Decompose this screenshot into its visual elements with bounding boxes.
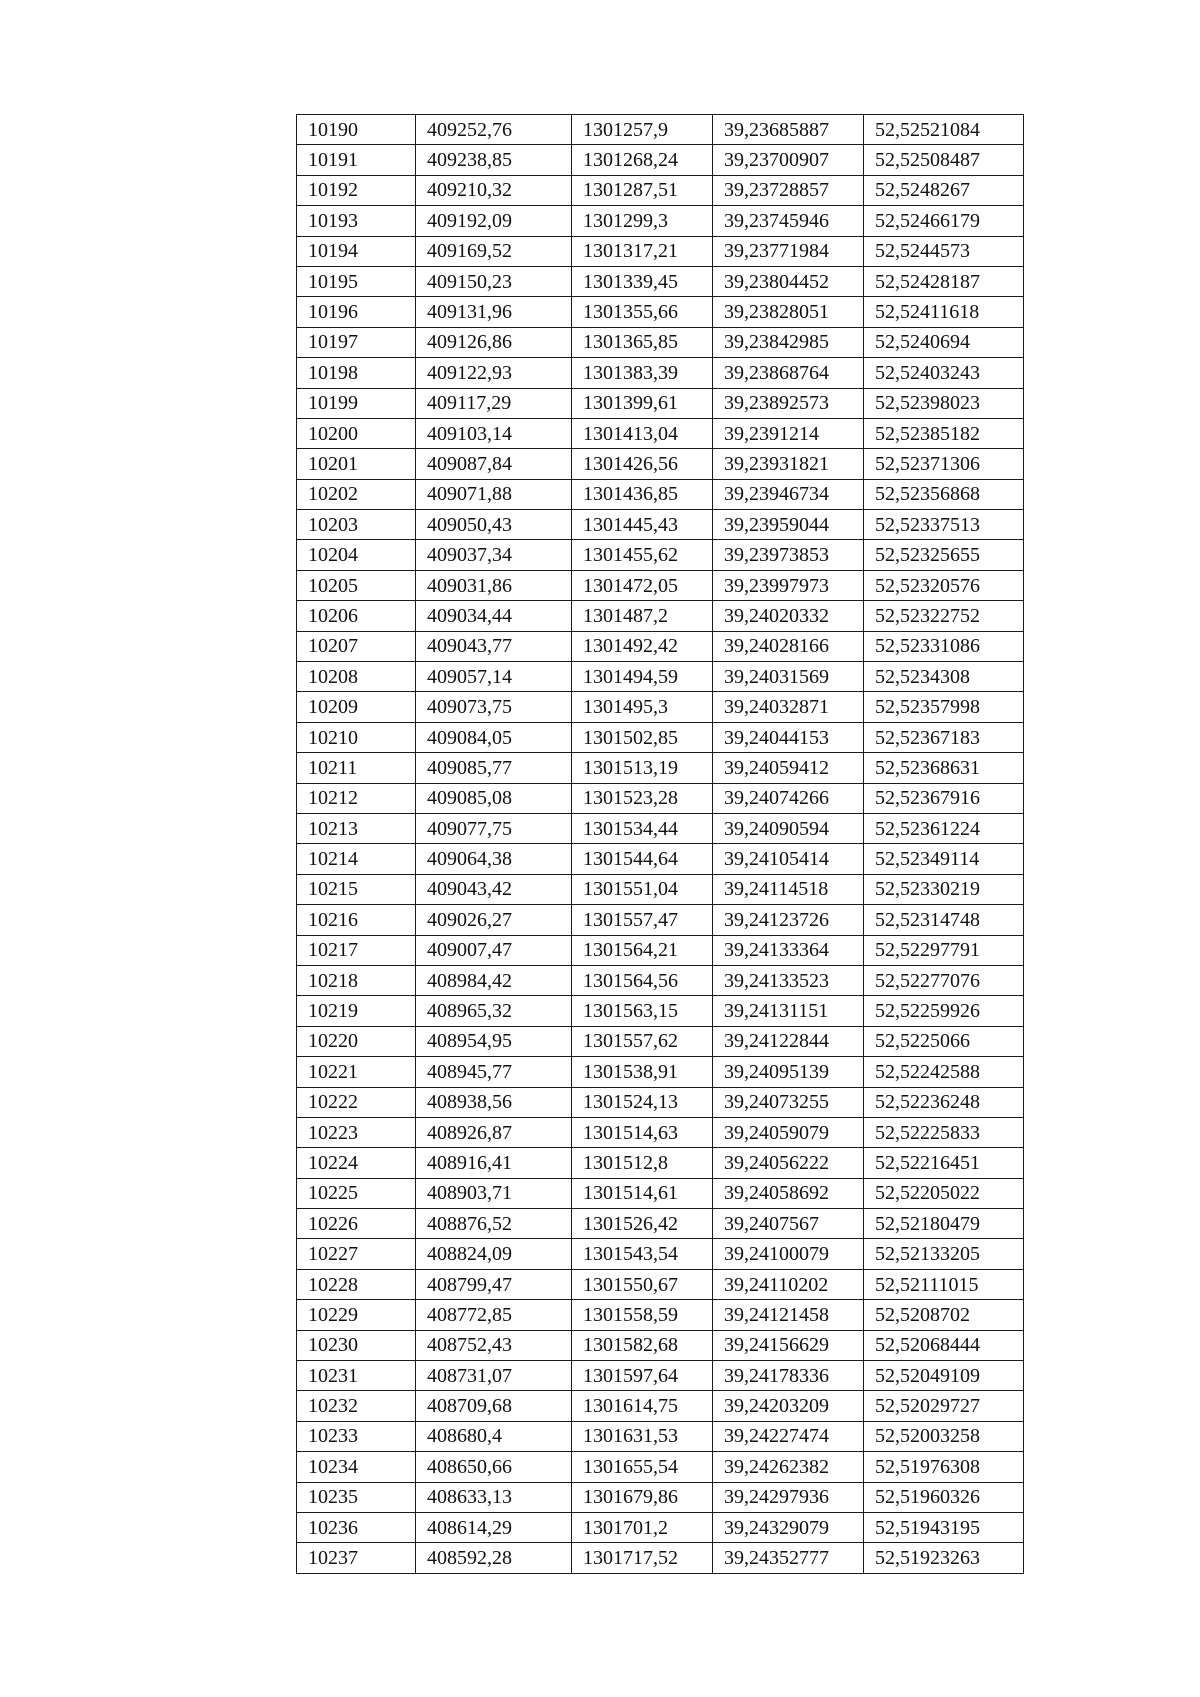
x-coordinate-cell: 408731,07 <box>416 1361 572 1391</box>
y-coordinate-cell: 1301563,15 <box>572 996 713 1026</box>
x-coordinate-cell: 408903,71 <box>416 1178 572 1208</box>
longitude-cell: 39,2391214 <box>713 418 864 448</box>
longitude-cell: 39,24133364 <box>713 935 864 965</box>
table-row <box>297 1512 1024 1542</box>
x-coordinate-cell: 409192,09 <box>416 206 572 236</box>
y-coordinate-cell: 1301436,85 <box>572 479 713 509</box>
point-number-cell: 10208 <box>297 662 416 692</box>
latitude-cell: 52,52049109 <box>864 1361 1024 1391</box>
y-coordinate-cell: 1301355,66 <box>572 297 713 327</box>
longitude-cell: 39,24020332 <box>713 601 864 631</box>
x-coordinate-cell: 409073,75 <box>416 692 572 722</box>
latitude-cell: 52,5234308 <box>864 662 1024 692</box>
table-row <box>297 1209 1024 1239</box>
longitude-cell: 39,24059079 <box>713 1117 864 1147</box>
x-coordinate-cell: 409117,29 <box>416 388 572 418</box>
latitude-cell: 52,52330219 <box>864 874 1024 904</box>
table-row <box>297 753 1024 783</box>
longitude-cell: 39,23728857 <box>713 175 864 205</box>
latitude-cell: 52,52003258 <box>864 1421 1024 1451</box>
longitude-cell: 39,24100079 <box>713 1239 864 1269</box>
latitude-cell: 52,52371306 <box>864 449 1024 479</box>
point-number-cell: 10197 <box>297 327 416 357</box>
table-row <box>297 1269 1024 1299</box>
y-coordinate-cell: 1301339,45 <box>572 266 713 296</box>
x-coordinate-cell: 408650,66 <box>416 1452 572 1482</box>
longitude-cell: 39,24073255 <box>713 1087 864 1117</box>
point-number-cell: 10195 <box>297 266 416 296</box>
latitude-cell: 52,5248267 <box>864 175 1024 205</box>
latitude-cell: 52,52398023 <box>864 388 1024 418</box>
point-number-cell: 10229 <box>297 1300 416 1330</box>
longitude-cell: 39,24227474 <box>713 1421 864 1451</box>
latitude-cell: 52,52367183 <box>864 722 1024 752</box>
longitude-cell: 39,24105414 <box>713 844 864 874</box>
table-row <box>297 1087 1024 1117</box>
longitude-cell: 39,23946734 <box>713 479 864 509</box>
latitude-cell: 52,51976308 <box>864 1452 1024 1482</box>
x-coordinate-cell: 409103,14 <box>416 418 572 448</box>
longitude-cell: 39,24121458 <box>713 1300 864 1330</box>
point-number-cell: 10191 <box>297 145 416 175</box>
table-row <box>297 1117 1024 1147</box>
table-row <box>297 844 1024 874</box>
longitude-cell: 39,23842985 <box>713 327 864 357</box>
longitude-cell: 39,23931821 <box>713 449 864 479</box>
y-coordinate-cell: 1301582,68 <box>572 1330 713 1360</box>
longitude-cell: 39,23771984 <box>713 236 864 266</box>
latitude-cell: 52,52368631 <box>864 753 1024 783</box>
point-number-cell: 10212 <box>297 783 416 813</box>
x-coordinate-cell: 408799,47 <box>416 1269 572 1299</box>
x-coordinate-cell: 409071,88 <box>416 479 572 509</box>
latitude-cell: 52,52322752 <box>864 601 1024 631</box>
y-coordinate-cell: 1301426,56 <box>572 449 713 479</box>
longitude-cell: 39,24044153 <box>713 722 864 752</box>
point-number-cell: 10203 <box>297 510 416 540</box>
longitude-cell: 39,23828051 <box>713 297 864 327</box>
longitude-cell: 39,24095139 <box>713 1057 864 1087</box>
latitude-cell: 52,52337513 <box>864 510 1024 540</box>
table-row <box>297 1057 1024 1087</box>
y-coordinate-cell: 1301544,64 <box>572 844 713 874</box>
x-coordinate-cell: 408824,09 <box>416 1239 572 1269</box>
point-number-cell: 10209 <box>297 692 416 722</box>
point-number-cell: 10207 <box>297 631 416 661</box>
table-row <box>297 1482 1024 1512</box>
y-coordinate-cell: 1301268,24 <box>572 145 713 175</box>
latitude-cell: 52,51943195 <box>864 1512 1024 1542</box>
table-row <box>297 145 1024 175</box>
latitude-cell: 52,52242588 <box>864 1057 1024 1087</box>
point-number-cell: 10200 <box>297 418 416 448</box>
longitude-cell: 39,24156629 <box>713 1330 864 1360</box>
x-coordinate-cell: 409064,38 <box>416 844 572 874</box>
x-coordinate-cell: 409169,52 <box>416 236 572 266</box>
x-coordinate-cell: 409150,23 <box>416 266 572 296</box>
y-coordinate-cell: 1301495,3 <box>572 692 713 722</box>
point-number-cell: 10223 <box>297 1117 416 1147</box>
table-row <box>297 115 1024 145</box>
x-coordinate-cell: 408772,85 <box>416 1300 572 1330</box>
longitude-cell: 39,23868764 <box>713 358 864 388</box>
table-row <box>297 418 1024 448</box>
longitude-cell: 39,24028166 <box>713 631 864 661</box>
point-number-cell: 10222 <box>297 1087 416 1117</box>
point-number-cell: 10234 <box>297 1452 416 1482</box>
longitude-cell: 39,24056222 <box>713 1148 864 1178</box>
longitude-cell: 39,24032871 <box>713 692 864 722</box>
table-row <box>297 1391 1024 1421</box>
longitude-cell: 39,24090594 <box>713 813 864 843</box>
longitude-cell: 39,24114518 <box>713 874 864 904</box>
x-coordinate-cell: 408680,4 <box>416 1421 572 1451</box>
longitude-cell: 39,24203209 <box>713 1391 864 1421</box>
longitude-cell: 39,24133523 <box>713 965 864 995</box>
y-coordinate-cell: 1301487,2 <box>572 601 713 631</box>
point-number-cell: 10194 <box>297 236 416 266</box>
point-number-cell: 10220 <box>297 1026 416 1056</box>
point-number-cell: 10231 <box>297 1361 416 1391</box>
x-coordinate-cell: 409077,75 <box>416 813 572 843</box>
latitude-cell: 52,52367916 <box>864 783 1024 813</box>
table-row <box>297 692 1024 722</box>
point-number-cell: 10219 <box>297 996 416 1026</box>
x-coordinate-cell: 408752,43 <box>416 1330 572 1360</box>
longitude-cell: 39,24123726 <box>713 905 864 935</box>
x-coordinate-cell: 409031,86 <box>416 570 572 600</box>
x-coordinate-cell: 408916,41 <box>416 1148 572 1178</box>
y-coordinate-cell: 1301523,28 <box>572 783 713 813</box>
latitude-cell: 52,52216451 <box>864 1148 1024 1178</box>
latitude-cell: 52,52320576 <box>864 570 1024 600</box>
table-row <box>297 175 1024 205</box>
point-number-cell: 10206 <box>297 601 416 631</box>
latitude-cell: 52,52133205 <box>864 1239 1024 1269</box>
latitude-cell: 52,52349114 <box>864 844 1024 874</box>
x-coordinate-cell: 409037,34 <box>416 540 572 570</box>
y-coordinate-cell: 1301399,61 <box>572 388 713 418</box>
table-row <box>297 266 1024 296</box>
x-coordinate-cell: 409034,44 <box>416 601 572 631</box>
point-number-cell: 10217 <box>297 935 416 965</box>
y-coordinate-cell: 1301543,54 <box>572 1239 713 1269</box>
point-number-cell: 10228 <box>297 1269 416 1299</box>
y-coordinate-cell: 1301502,85 <box>572 722 713 752</box>
point-number-cell: 10216 <box>297 905 416 935</box>
table-row <box>297 631 1024 661</box>
latitude-cell: 52,5240694 <box>864 327 1024 357</box>
y-coordinate-cell: 1301526,42 <box>572 1209 713 1239</box>
longitude-cell: 39,23892573 <box>713 388 864 418</box>
x-coordinate-cell: 408926,87 <box>416 1117 572 1147</box>
latitude-cell: 52,52357998 <box>864 692 1024 722</box>
x-coordinate-cell: 409007,47 <box>416 935 572 965</box>
latitude-cell: 52,52297791 <box>864 935 1024 965</box>
x-coordinate-cell: 409087,84 <box>416 449 572 479</box>
point-number-cell: 10227 <box>297 1239 416 1269</box>
longitude-cell: 39,23685887 <box>713 115 864 145</box>
latitude-cell: 52,52403243 <box>864 358 1024 388</box>
y-coordinate-cell: 1301631,53 <box>572 1421 713 1451</box>
longitude-cell: 39,24352777 <box>713 1543 864 1573</box>
table-row <box>297 479 1024 509</box>
y-coordinate-cell: 1301538,91 <box>572 1057 713 1087</box>
longitude-cell: 39,2407567 <box>713 1209 864 1239</box>
table-row <box>297 965 1024 995</box>
point-number-cell: 10218 <box>297 965 416 995</box>
coordinates-table <box>296 114 1024 1574</box>
latitude-cell: 52,52314748 <box>864 905 1024 935</box>
x-coordinate-cell: 409043,42 <box>416 874 572 904</box>
longitude-cell: 39,23804452 <box>713 266 864 296</box>
point-number-cell: 10232 <box>297 1391 416 1421</box>
x-coordinate-cell: 409026,27 <box>416 905 572 935</box>
y-coordinate-cell: 1301317,21 <box>572 236 713 266</box>
latitude-cell: 52,5208702 <box>864 1300 1024 1330</box>
y-coordinate-cell: 1301701,2 <box>572 1512 713 1542</box>
y-coordinate-cell: 1301455,62 <box>572 540 713 570</box>
latitude-cell: 52,52205022 <box>864 1178 1024 1208</box>
x-coordinate-cell: 408984,42 <box>416 965 572 995</box>
point-number-cell: 10236 <box>297 1512 416 1542</box>
x-coordinate-cell: 408965,32 <box>416 996 572 1026</box>
table-row <box>297 1239 1024 1269</box>
table-row <box>297 570 1024 600</box>
x-coordinate-cell: 409210,32 <box>416 175 572 205</box>
y-coordinate-cell: 1301551,04 <box>572 874 713 904</box>
longitude-cell: 39,23700907 <box>713 145 864 175</box>
longitude-cell: 39,24262382 <box>713 1452 864 1482</box>
longitude-cell: 39,24178336 <box>713 1361 864 1391</box>
table-row <box>297 662 1024 692</box>
table-row <box>297 236 1024 266</box>
y-coordinate-cell: 1301494,59 <box>572 662 713 692</box>
table-row <box>297 1421 1024 1451</box>
y-coordinate-cell: 1301717,52 <box>572 1543 713 1573</box>
point-number-cell: 10224 <box>297 1148 416 1178</box>
latitude-cell: 52,52325655 <box>864 540 1024 570</box>
y-coordinate-cell: 1301365,85 <box>572 327 713 357</box>
table-row <box>297 601 1024 631</box>
table-row <box>297 783 1024 813</box>
longitude-cell: 39,23973853 <box>713 540 864 570</box>
latitude-cell: 52,52225833 <box>864 1117 1024 1147</box>
table-row <box>297 1543 1024 1573</box>
x-coordinate-cell: 409084,05 <box>416 722 572 752</box>
table-row <box>297 327 1024 357</box>
y-coordinate-cell: 1301550,67 <box>572 1269 713 1299</box>
y-coordinate-cell: 1301257,9 <box>572 115 713 145</box>
table-row <box>297 722 1024 752</box>
longitude-cell: 39,24058692 <box>713 1178 864 1208</box>
x-coordinate-cell: 408945,77 <box>416 1057 572 1087</box>
point-number-cell: 10237 <box>297 1543 416 1573</box>
y-coordinate-cell: 1301512,8 <box>572 1148 713 1178</box>
point-number-cell: 10204 <box>297 540 416 570</box>
y-coordinate-cell: 1301558,59 <box>572 1300 713 1330</box>
table-row <box>297 540 1024 570</box>
point-number-cell: 10201 <box>297 449 416 479</box>
table-row <box>297 1452 1024 1482</box>
y-coordinate-cell: 1301513,19 <box>572 753 713 783</box>
x-coordinate-cell: 408709,68 <box>416 1391 572 1421</box>
x-coordinate-cell: 408954,95 <box>416 1026 572 1056</box>
latitude-cell: 52,52259926 <box>864 996 1024 1026</box>
longitude-cell: 39,24059412 <box>713 753 864 783</box>
longitude-cell: 39,24031569 <box>713 662 864 692</box>
longitude-cell: 39,23959044 <box>713 510 864 540</box>
y-coordinate-cell: 1301413,04 <box>572 418 713 448</box>
x-coordinate-cell: 408938,56 <box>416 1087 572 1117</box>
longitude-cell: 39,24329079 <box>713 1512 864 1542</box>
latitude-cell: 52,52029727 <box>864 1391 1024 1421</box>
x-coordinate-cell: 409057,14 <box>416 662 572 692</box>
y-coordinate-cell: 1301534,44 <box>572 813 713 843</box>
latitude-cell: 52,51960326 <box>864 1482 1024 1512</box>
x-coordinate-cell: 409122,93 <box>416 358 572 388</box>
point-number-cell: 10196 <box>297 297 416 327</box>
longitude-cell: 39,23745946 <box>713 206 864 236</box>
table-row <box>297 874 1024 904</box>
y-coordinate-cell: 1301564,56 <box>572 965 713 995</box>
point-number-cell: 10205 <box>297 570 416 600</box>
point-number-cell: 10221 <box>297 1057 416 1087</box>
latitude-cell: 52,51923263 <box>864 1543 1024 1573</box>
y-coordinate-cell: 1301679,86 <box>572 1482 713 1512</box>
point-number-cell: 10214 <box>297 844 416 874</box>
y-coordinate-cell: 1301614,75 <box>572 1391 713 1421</box>
table-row <box>297 510 1024 540</box>
table-row <box>297 935 1024 965</box>
y-coordinate-cell: 1301383,39 <box>572 358 713 388</box>
latitude-cell: 52,52331086 <box>864 631 1024 661</box>
point-number-cell: 10211 <box>297 753 416 783</box>
x-coordinate-cell: 408633,13 <box>416 1482 572 1512</box>
point-number-cell: 10210 <box>297 722 416 752</box>
point-number-cell: 10235 <box>297 1482 416 1512</box>
latitude-cell: 52,52428187 <box>864 266 1024 296</box>
longitude-cell: 39,24297936 <box>713 1482 864 1512</box>
latitude-cell: 52,52180479 <box>864 1209 1024 1239</box>
x-coordinate-cell: 408876,52 <box>416 1209 572 1239</box>
latitude-cell: 52,52356868 <box>864 479 1024 509</box>
x-coordinate-cell: 408592,28 <box>416 1543 572 1573</box>
latitude-cell: 52,52361224 <box>864 813 1024 843</box>
latitude-cell: 52,5225066 <box>864 1026 1024 1056</box>
point-number-cell: 10202 <box>297 479 416 509</box>
latitude-cell: 52,52508487 <box>864 145 1024 175</box>
x-coordinate-cell: 409085,77 <box>416 753 572 783</box>
latitude-cell: 52,52521084 <box>864 115 1024 145</box>
point-number-cell: 10199 <box>297 388 416 418</box>
latitude-cell: 52,52411618 <box>864 297 1024 327</box>
point-number-cell: 10215 <box>297 874 416 904</box>
x-coordinate-cell: 409085,08 <box>416 783 572 813</box>
x-coordinate-cell: 408614,29 <box>416 1512 572 1542</box>
table-row <box>297 1361 1024 1391</box>
table-row <box>297 905 1024 935</box>
x-coordinate-cell: 409043,77 <box>416 631 572 661</box>
point-number-cell: 10226 <box>297 1209 416 1239</box>
table-row <box>297 358 1024 388</box>
y-coordinate-cell: 1301299,3 <box>572 206 713 236</box>
latitude-cell: 52,5244573 <box>864 236 1024 266</box>
y-coordinate-cell: 1301597,64 <box>572 1361 713 1391</box>
y-coordinate-cell: 1301524,13 <box>572 1087 713 1117</box>
latitude-cell: 52,52236248 <box>864 1087 1024 1117</box>
y-coordinate-cell: 1301514,63 <box>572 1117 713 1147</box>
latitude-cell: 52,52385182 <box>864 418 1024 448</box>
y-coordinate-cell: 1301564,21 <box>572 935 713 965</box>
table-row <box>297 1026 1024 1056</box>
table-row <box>297 813 1024 843</box>
latitude-cell: 52,52466179 <box>864 206 1024 236</box>
y-coordinate-cell: 1301472,05 <box>572 570 713 600</box>
table-row <box>297 1300 1024 1330</box>
point-number-cell: 10225 <box>297 1178 416 1208</box>
x-coordinate-cell: 409252,76 <box>416 115 572 145</box>
table-row <box>297 996 1024 1026</box>
point-number-cell: 10230 <box>297 1330 416 1360</box>
x-coordinate-cell: 409238,85 <box>416 145 572 175</box>
longitude-cell: 39,23997973 <box>713 570 864 600</box>
x-coordinate-cell: 409050,43 <box>416 510 572 540</box>
longitude-cell: 39,24110202 <box>713 1269 864 1299</box>
table-row <box>297 297 1024 327</box>
y-coordinate-cell: 1301557,62 <box>572 1026 713 1056</box>
table-row <box>297 1330 1024 1360</box>
x-coordinate-cell: 409126,86 <box>416 327 572 357</box>
y-coordinate-cell: 1301287,51 <box>572 175 713 205</box>
point-number-cell: 10213 <box>297 813 416 843</box>
latitude-cell: 52,52111015 <box>864 1269 1024 1299</box>
point-number-cell: 10190 <box>297 115 416 145</box>
table-row <box>297 1178 1024 1208</box>
point-number-cell: 10192 <box>297 175 416 205</box>
y-coordinate-cell: 1301655,54 <box>572 1452 713 1482</box>
x-coordinate-cell: 409131,96 <box>416 297 572 327</box>
point-number-cell: 10233 <box>297 1421 416 1451</box>
longitude-cell: 39,24074266 <box>713 783 864 813</box>
y-coordinate-cell: 1301492,42 <box>572 631 713 661</box>
coordinates-table-body <box>297 115 1024 1574</box>
y-coordinate-cell: 1301445,43 <box>572 510 713 540</box>
latitude-cell: 52,52068444 <box>864 1330 1024 1360</box>
point-number-cell: 10198 <box>297 358 416 388</box>
longitude-cell: 39,24122844 <box>713 1026 864 1056</box>
y-coordinate-cell: 1301557,47 <box>572 905 713 935</box>
latitude-cell: 52,52277076 <box>864 965 1024 995</box>
table-row <box>297 206 1024 236</box>
point-number-cell: 10193 <box>297 206 416 236</box>
longitude-cell: 39,24131151 <box>713 996 864 1026</box>
table-row <box>297 449 1024 479</box>
table-row <box>297 388 1024 418</box>
table-row <box>297 1148 1024 1178</box>
y-coordinate-cell: 1301514,61 <box>572 1178 713 1208</box>
